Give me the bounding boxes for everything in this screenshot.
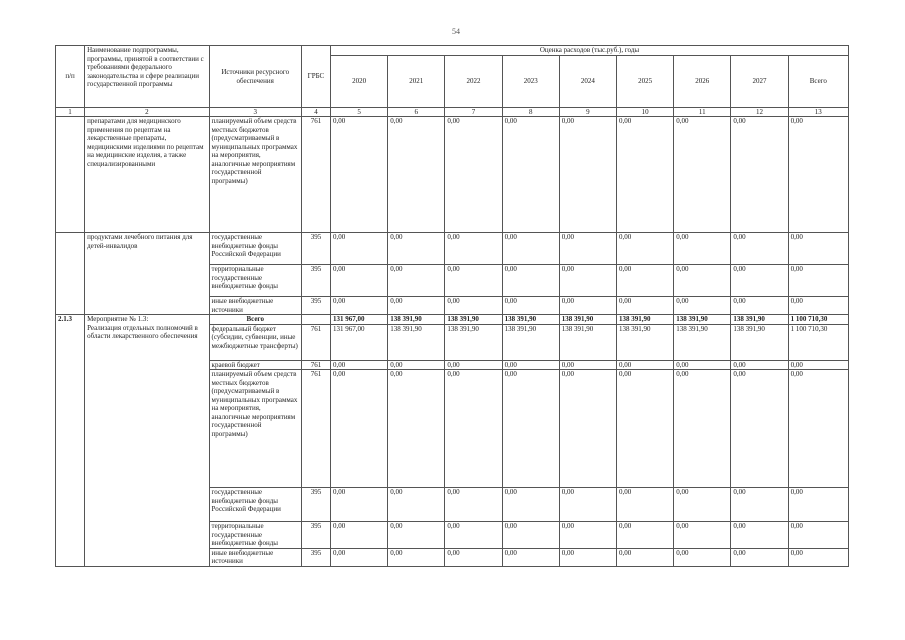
header-name: Наименование подпрограммы, программы, принятой в соответствии с требованиями федерального законодательства и сфере реализации государственной программы (85, 46, 209, 108)
year-amount: 0,00 (559, 522, 616, 549)
year-amount: 0,00 (674, 265, 731, 297)
year-amount: 0,00 (502, 360, 559, 370)
total-amount: 0,00 (788, 233, 848, 265)
year-amount: 138 391,90 (445, 315, 502, 325)
year-amount: 0,00 (731, 265, 788, 297)
year-amount: 0,00 (617, 548, 674, 566)
year-amount: 0,00 (502, 370, 559, 488)
year-amount: 0,00 (674, 360, 731, 370)
column-number: 9 (559, 108, 616, 117)
year-amount: 0,00 (502, 265, 559, 297)
year-amount: 0,00 (617, 370, 674, 488)
year-amount: 0,00 (617, 233, 674, 265)
year-amount: 0,00 (559, 370, 616, 488)
year-amount: 0,00 (617, 488, 674, 522)
year-amount: 0,00 (502, 297, 559, 315)
year-amount: 138 391,90 (445, 324, 502, 360)
column-number: 10 (617, 108, 674, 117)
year-amount: 0,00 (502, 233, 559, 265)
year-amount: 0,00 (674, 548, 731, 566)
year-amount: 0,00 (674, 370, 731, 488)
year-amount: 0,00 (617, 522, 674, 549)
year-amount: 0,00 (502, 117, 559, 233)
year-amount: 0,00 (445, 265, 502, 297)
header-year: 2021 (388, 56, 445, 108)
year-amount: 0,00 (388, 370, 445, 488)
year-amount: 0,00 (388, 117, 445, 233)
header-source: Источники ресурсного обеспечения (209, 46, 301, 108)
year-amount: 131 967,00 (330, 324, 387, 360)
item-name (85, 117, 209, 233)
year-amount: 0,00 (674, 117, 731, 233)
grbs-code: 395 (301, 522, 330, 549)
grbs-code: 395 (301, 488, 330, 522)
table-row (56, 233, 849, 265)
item-number (56, 117, 85, 233)
page-number: 54 (452, 27, 460, 36)
header-year: 2025 (617, 56, 674, 108)
year-amount: 0,00 (559, 360, 616, 370)
year-amount: 0,00 (330, 233, 387, 265)
year-amount: 0,00 (559, 488, 616, 522)
year-amount: 0,00 (617, 360, 674, 370)
year-amount: 0,00 (388, 522, 445, 549)
total-amount: 0,00 (788, 117, 848, 233)
year-amount: 0,00 (674, 522, 731, 549)
year-amount: 0,00 (731, 522, 788, 549)
year-amount: 0,00 (617, 265, 674, 297)
item-description: Реализация отдельных полномочий в области лекарственного обеспечения (87, 323, 198, 340)
total-amount: 1 100 710,30 (788, 324, 848, 360)
item-name (85, 233, 209, 315)
grbs-code (301, 315, 330, 325)
header-year: 2023 (502, 56, 559, 108)
year-amount: 138 391,90 (617, 315, 674, 325)
year-amount: 0,00 (445, 117, 502, 233)
total-row (56, 315, 849, 325)
header-year: 2026 (674, 56, 731, 108)
column-number: 1 (56, 108, 85, 117)
column-number: 4 (301, 108, 330, 117)
total-amount: 0,00 (788, 297, 848, 315)
year-amount: 0,00 (330, 360, 387, 370)
header-year: 2024 (559, 56, 616, 108)
header-total: Всего (788, 56, 848, 108)
funding-source: иные внебюджетные источники (209, 297, 301, 315)
item-title: Мероприятие № 1.3: (87, 315, 149, 323)
funding-source: Всего (209, 315, 301, 325)
year-amount: 0,00 (617, 117, 674, 233)
year-amount: 0,00 (559, 117, 616, 233)
column-number: 11 (674, 108, 731, 117)
year-amount: 0,00 (330, 297, 387, 315)
grbs-code: 761 (301, 324, 330, 360)
year-amount: 0,00 (330, 522, 387, 549)
column-number: 8 (502, 108, 559, 117)
grbs-code: 395 (301, 265, 330, 297)
funding-source: краевой бюджет (209, 360, 301, 370)
year-amount: 131 967,00 (330, 315, 387, 325)
funding-source: планируемый объем средств местных бюджетов (предусматриваемый в муниципальных программах на мероприятия, аналогичные мероприятиям государственной программы) (209, 370, 301, 488)
year-amount: 0,00 (731, 370, 788, 488)
column-number: 3 (209, 108, 301, 117)
total-amount: 1 100 710,30 (788, 315, 848, 325)
year-amount: 138 391,90 (674, 315, 731, 325)
item-description: продуктами лечебного питания для детей-инвалидов (87, 233, 193, 250)
total-amount: 0,00 (788, 522, 848, 549)
funding-source: федеральный бюджет (субсидии, субвенции, иные межбюджетные трансферты) (209, 324, 301, 360)
grbs-code: 395 (301, 548, 330, 566)
year-amount: 0,00 (731, 360, 788, 370)
header-year: 2020 (330, 56, 387, 108)
header-num: п/п (56, 46, 85, 108)
total-amount: 0,00 (788, 265, 848, 297)
funding-source: планируемый объем средств местных бюджетов (предусматриваемый в муниципальных программах на мероприятия, аналогичные мероприятиям государственной программы) (209, 117, 301, 233)
year-amount: 0,00 (388, 233, 445, 265)
year-amount: 138 391,90 (559, 324, 616, 360)
year-amount: 138 391,90 (617, 324, 674, 360)
year-amount: 0,00 (388, 360, 445, 370)
year-amount: 138 391,90 (388, 315, 445, 325)
year-amount: 0,00 (502, 522, 559, 549)
year-amount: 0,00 (674, 297, 731, 315)
year-amount: 0,00 (445, 360, 502, 370)
grbs-code: 761 (301, 370, 330, 488)
year-amount: 0,00 (388, 297, 445, 315)
year-amount: 0,00 (731, 233, 788, 265)
year-amount: 0,00 (445, 370, 502, 488)
funding-source: территориальные государственные внебюджетные фонды (209, 265, 301, 297)
year-amount: 0,00 (559, 548, 616, 566)
column-number: 12 (731, 108, 788, 117)
column-number: 13 (788, 108, 848, 117)
year-amount: 0,00 (330, 548, 387, 566)
grbs-code: 395 (301, 233, 330, 265)
year-amount: 0,00 (445, 233, 502, 265)
year-amount: 138 391,90 (674, 324, 731, 360)
item-name (85, 315, 209, 567)
expenditure-table (55, 45, 849, 567)
column-number: 5 (330, 108, 387, 117)
year-amount: 0,00 (674, 488, 731, 522)
year-amount: 138 391,90 (388, 324, 445, 360)
funding-source: территориальные государственные внебюджетные фонды (209, 522, 301, 549)
table-row (56, 117, 849, 233)
grbs-code: 761 (301, 117, 330, 233)
year-amount: 0,00 (502, 488, 559, 522)
year-amount: 0,00 (731, 297, 788, 315)
total-amount: 0,00 (788, 548, 848, 566)
year-amount: 0,00 (731, 117, 788, 233)
year-amount: 0,00 (559, 265, 616, 297)
year-amount: 138 391,90 (502, 324, 559, 360)
year-amount: 0,00 (445, 488, 502, 522)
item-description: препаратами для медицинского применения по рецептам на лекарственные препараты, медицинскими изделиями по рецептам на медицинские изделия, а также специализированными (87, 117, 204, 168)
header-grbs: ГРБС (301, 46, 330, 108)
year-amount: 0,00 (330, 370, 387, 488)
year-amount: 0,00 (502, 548, 559, 566)
year-amount: 0,00 (445, 522, 502, 549)
grbs-code: 761 (301, 360, 330, 370)
funding-source: государственные внебюджетные фонды Российской Федерации (209, 488, 301, 522)
year-amount: 0,00 (330, 117, 387, 233)
year-amount: 138 391,90 (731, 315, 788, 325)
funding-source: иные внебюджетные источники (209, 548, 301, 566)
year-amount: 0,00 (445, 548, 502, 566)
column-number: 2 (85, 108, 209, 117)
year-amount: 0,00 (388, 548, 445, 566)
year-amount: 138 391,90 (502, 315, 559, 325)
year-amount: 0,00 (674, 233, 731, 265)
year-amount: 0,00 (445, 297, 502, 315)
year-amount: 0,00 (330, 488, 387, 522)
header-year: 2027 (731, 56, 788, 108)
year-amount: 0,00 (388, 488, 445, 522)
header-year: 2022 (445, 56, 502, 108)
item-number (56, 233, 85, 315)
funding-source: государственные внебюджетные фонды Российской Федерации (209, 233, 301, 265)
header-estimate: Оценка расходов (тыс.руб.), годы (330, 46, 848, 56)
total-amount: 0,00 (788, 360, 848, 370)
column-number: 6 (388, 108, 445, 117)
year-amount: 0,00 (330, 265, 387, 297)
total-amount: 0,00 (788, 488, 848, 522)
total-amount: 0,00 (788, 370, 848, 488)
grbs-code: 395 (301, 297, 330, 315)
year-amount: 0,00 (731, 488, 788, 522)
year-amount: 138 391,90 (559, 315, 616, 325)
year-amount: 0,00 (388, 265, 445, 297)
year-amount: 0,00 (559, 297, 616, 315)
year-amount: 0,00 (559, 233, 616, 265)
item-number: 2.1.3 (56, 315, 85, 567)
column-number: 7 (445, 108, 502, 117)
year-amount: 0,00 (731, 548, 788, 566)
year-amount: 138 391,90 (731, 324, 788, 360)
year-amount: 0,00 (617, 297, 674, 315)
